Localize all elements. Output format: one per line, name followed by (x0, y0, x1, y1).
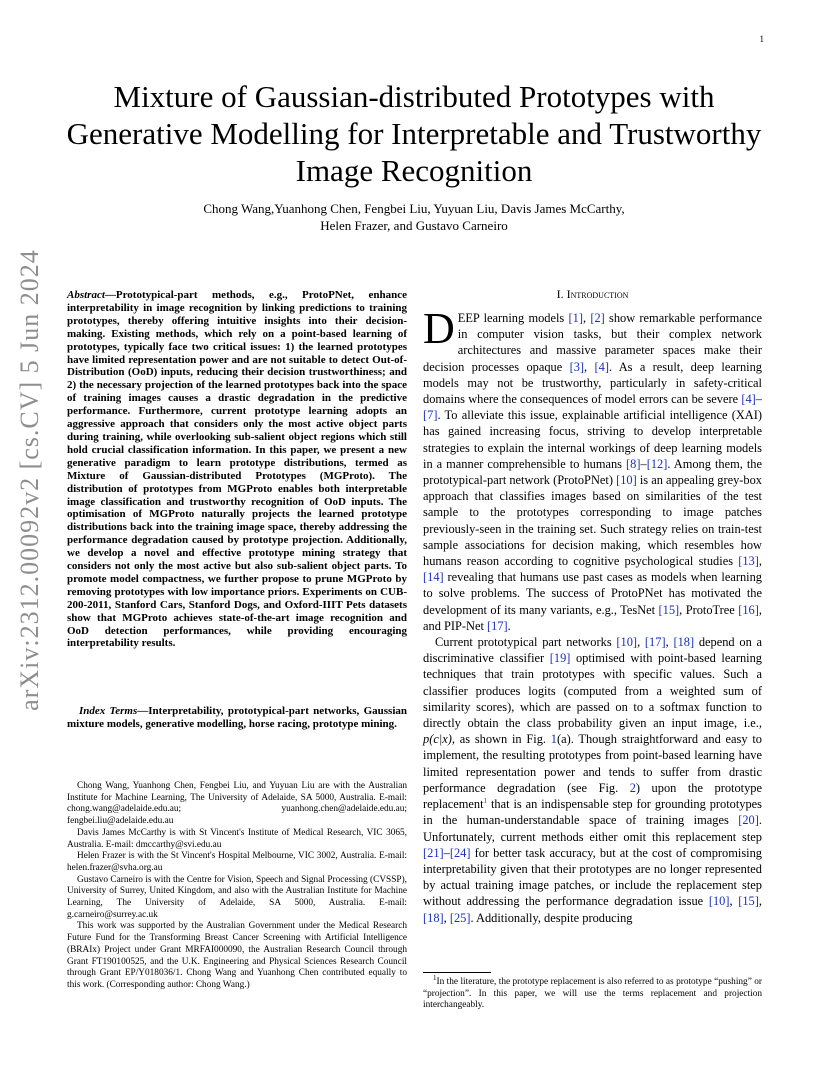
body-text: . Additionally, despite producing (470, 910, 633, 925)
body-text: , (665, 635, 674, 650)
body-text: – (640, 456, 647, 471)
affiliation-note: Davis James McCarthy is with St Vincent's Institute of Medical Research, VIC 3065, Australia. E-mail: dmccarthy@svi.edu.au (67, 827, 407, 850)
index-terms (67, 705, 407, 731)
footnote-divider (423, 972, 491, 973)
body-text: for better task accuracy, but at the cost of compromising interpretability given that their prototypes are no longer represented by actual training image patches, or include the replacement step without addressing the performance degradation issue (423, 845, 762, 909)
drop-cap: D (423, 304, 455, 353)
intro-paragraph-1 (423, 304, 762, 634)
figure-link[interactable]: 1 (550, 732, 557, 747)
affiliation-note: Helen Frazer is with the St Vincent's Hospital Melbourne, VIC 3002, Australia. E-mail: helen.frazer@svha.org.au (67, 851, 407, 873)
body-text: (a). Though straightforward and easy to implement, the resulting prototypes from point-based learning have limited representation power and tends to suffer from drastic performance degradation (see Fig. (423, 732, 762, 795)
citation-link[interactable]: [14] (423, 570, 444, 585)
citation-link[interactable]: [24] (449, 845, 471, 860)
abstract-text: —Prototypical-part methods, e.g., ProtoPNet, enhance interpretability in image recognition by linking predictions to training prototypes, thereby offering intuitive insights into their decision-making. Existing methods, which rely on a point-based learning of prototypes, typically face two critical issues: 1) the learned prototypes have limited representation power and are not suitable to detect Out-of-Distribution (OoD) inputs, reducing their decision trustworthiness; and 2) the necessary projection of the learned prototypes back into the space of training images causes a drastic degradation in the predictive performance. Furthermore, current prototype learning adopts an aggressive approach that considers only the most active object parts during training, while overlooking sub-salient object regions which still hold crucial classification information. In this paper, we present a new generative paradigm to learn prototype distributions, termed as Mixture of Gaussian-distributed Prototypes (MGProto). The distribution of prototypes from MGProto enables both interpretable image classification and trustworthy recognition of OoD inputs. The optimisation of MGProto naturally projects the learned prototype distributions back into the training image space, thereby addressing the performance degradation caused by prototype projection. Additionally, we develop a novel and effective prototype mining strategy that considers not only the most active but also sub-salient object parts. To promote model compactness, we further propose to prune MGProto by removing prototypes with low importance priors. Experiments on CUB-200-2011, Stanford Cars, Stanford Dogs, and Oxford-IIIT Pets datasets show that MGProto achieves state-of-the-art image recognition and OoD detection performances, while providing encouraging interpretability results. (67, 289, 407, 650)
body-text: , (758, 554, 762, 569)
body-text: – (443, 845, 450, 860)
body-text: , as shown in Fig. (451, 732, 551, 747)
footnote (423, 973, 762, 1012)
section-heading (423, 287, 762, 302)
citation-link[interactable]: [4] (741, 392, 756, 407)
body-text: . Among them, the prototypical-part network (ProtoPNet) (423, 456, 762, 488)
arxiv-identifier-stamp: arXiv:2312.00092v2 [cs.CV] 5 Jun 2024 (15, 249, 44, 711)
footnote-text: In the literature, the prototype replacement is also referred to as prototype “pushing” or “projection”. In this paper, we will use the terms replacement and projection interchangeably. (423, 977, 762, 1011)
citation-link[interactable]: [3] (569, 359, 585, 374)
body-text: optimised with point-based learning techniques that train prototypes with specific values. Such a classifier produces logits (computed from a weighted sum of similarity scores), which are passed on to a softmax function to directly obtain the class probability given an input image, i.e., (423, 651, 762, 731)
body-text: , (582, 311, 591, 325)
body-text: depend on a discriminative classifier (423, 635, 763, 666)
paper-title: Mixture of Gaussian-distributed Prototypes with Generative Modelling for Interpretable and Trustworthy Image Recognition (66, 79, 762, 188)
citation-link[interactable]: [15] (658, 602, 680, 617)
body-text: show remarkable performance in computer vision tasks, but their complex network architectures and massive parameter spaces make their decision processes opaque (423, 311, 762, 374)
author-list (60, 200, 768, 234)
body-text: Current prototypical part networks (435, 635, 617, 650)
body-text: , (443, 910, 450, 925)
page-number: 1 (759, 34, 764, 44)
citation-link[interactable]: [12] (646, 456, 668, 471)
citation-link[interactable]: [20] (738, 813, 759, 828)
citation-link[interactable]: [10] (708, 894, 730, 909)
citation-link[interactable]: [7] (423, 408, 438, 423)
body-text: – (755, 392, 762, 407)
footnote-number: 1 (433, 973, 437, 982)
introduction-body (423, 304, 763, 926)
author-line: Helen Frazer, and Gustavo Carneiro (320, 218, 508, 233)
affiliation-note: Gustavo Carneiro is with the Centre for Vision, Speech and Signal Processing (CVSSP), University of Surrey, United Kingdom, and also with the Australian Institute for Machine Learning, The University of Adelaide, SA 5000, Australia. E-mail: g.carneiro@surrey.ac.uk (67, 874, 407, 920)
math-expression: p(c|x) (423, 732, 452, 747)
citation-link[interactable]: [18] (673, 635, 695, 650)
citation-link[interactable]: [15] (738, 894, 759, 909)
citation-link[interactable]: [13] (738, 554, 759, 569)
citation-link[interactable]: [2] (590, 311, 605, 325)
citation-link[interactable]: [25] (449, 910, 471, 925)
section-title: Introduction (566, 287, 629, 301)
body-text: . As a result, deep learning models may not be trustworthy, particularly in safety-critical domains where the consequences of model errors can be severe (423, 359, 762, 407)
body-text: is an appealing grey-box approach that classifies images based on similarities of the test sample to the prototypes corresponding to image patches previously-seen in the training set. Such strategy relies on train-test sample associations for decision making, which resembles how humans reason according to cognitive psychological studies (423, 473, 762, 569)
body-text: . Unfortunately, current methods either omit this replacement step (423, 813, 762, 844)
author-line: Chong Wang,Yuanhong Chen, Fengbei Liu, Yuyuan Liu, Davis James McCarthy, (203, 201, 625, 216)
citation-link[interactable]: [17] (487, 618, 508, 633)
body-text: EEP learning models (457, 311, 569, 325)
body-text: . (507, 618, 511, 633)
abstract (67, 289, 407, 650)
citation-link[interactable]: [4] (594, 359, 609, 374)
citation-link[interactable]: [8] (626, 456, 641, 471)
citation-link[interactable]: [1] (568, 311, 583, 325)
body-text: ) upon the prototype replacement (423, 780, 762, 812)
citation-link[interactable]: [16] (738, 602, 759, 617)
abstract-label: Abstract (67, 289, 105, 301)
citation-link[interactable]: [21] (423, 845, 444, 860)
affiliation-note: Chong Wang, Yuanhong Chen, Fengbei Liu, and Yuyuan Liu are with the Australian Institute for Machine Learning, The University of Adelaide, SA 5000, Australia. E-mail: chong.wang@adelaide.edu.au; yuanhong.chen@adelaide.edu.au; fengbei.liu@adelaide.edu.au (67, 781, 407, 827)
body-text: . To alleviate this issue, explainable artificial intelligence (XAI) has gained increasing focus, striving to develop interpretable strategies to explain the internal workings of deep learning models in a manner comprehensible to humans (423, 408, 762, 471)
figure-link[interactable]: 2 (629, 780, 636, 795)
index-terms-label: Index Terms (79, 705, 138, 717)
citation-link[interactable]: [17] (644, 635, 666, 650)
intro-paragraph-2 (423, 634, 762, 926)
body-text: revealing that humans use past cases as models when learning to solve problems. The success of ProtoPNet has motivated the development of its many variants, e.g., TesNet (423, 570, 762, 617)
citation-link[interactable]: [10] (616, 473, 637, 488)
body-text: , and PIP-Net (423, 602, 762, 633)
body-text: that is an indispensable step for grounding prototypes in the human-understandable space of training images (423, 797, 762, 828)
body-text: , (637, 635, 645, 650)
index-terms-text: —Interpretability, prototypical-part networks, Gaussian mixture models, generative modelling, horse racing, prototype mining. (67, 705, 407, 730)
body-text: , (758, 894, 762, 909)
citation-link[interactable]: [10] (616, 635, 638, 650)
body-text: , (729, 894, 739, 909)
footnote-marker[interactable]: 1 (483, 796, 488, 805)
citation-link[interactable]: [18] (423, 910, 444, 925)
author-affiliations (67, 781, 407, 992)
citation-link[interactable]: [19] (549, 651, 571, 666)
body-text: , (584, 359, 595, 374)
body-text: , ProtoTree (679, 602, 739, 617)
section-numeral: I. (556, 287, 564, 301)
funding-note: This work was supported by the Australian Government under the Medical Research Future Fund for the Transforming Breast Cancer Screening with Artificial Intelligence (BRAIx) Project under Grant MRFAI000090, the Australian Research Council through Grant FT190100525, and the U.K. Engineering and Physical Sciences Research Council through Grant EP/Y018036/1. Chong Wang and Yuanhong Chen contributed equally to this work. (Corresponding author: Chong Wang.) (67, 921, 407, 990)
